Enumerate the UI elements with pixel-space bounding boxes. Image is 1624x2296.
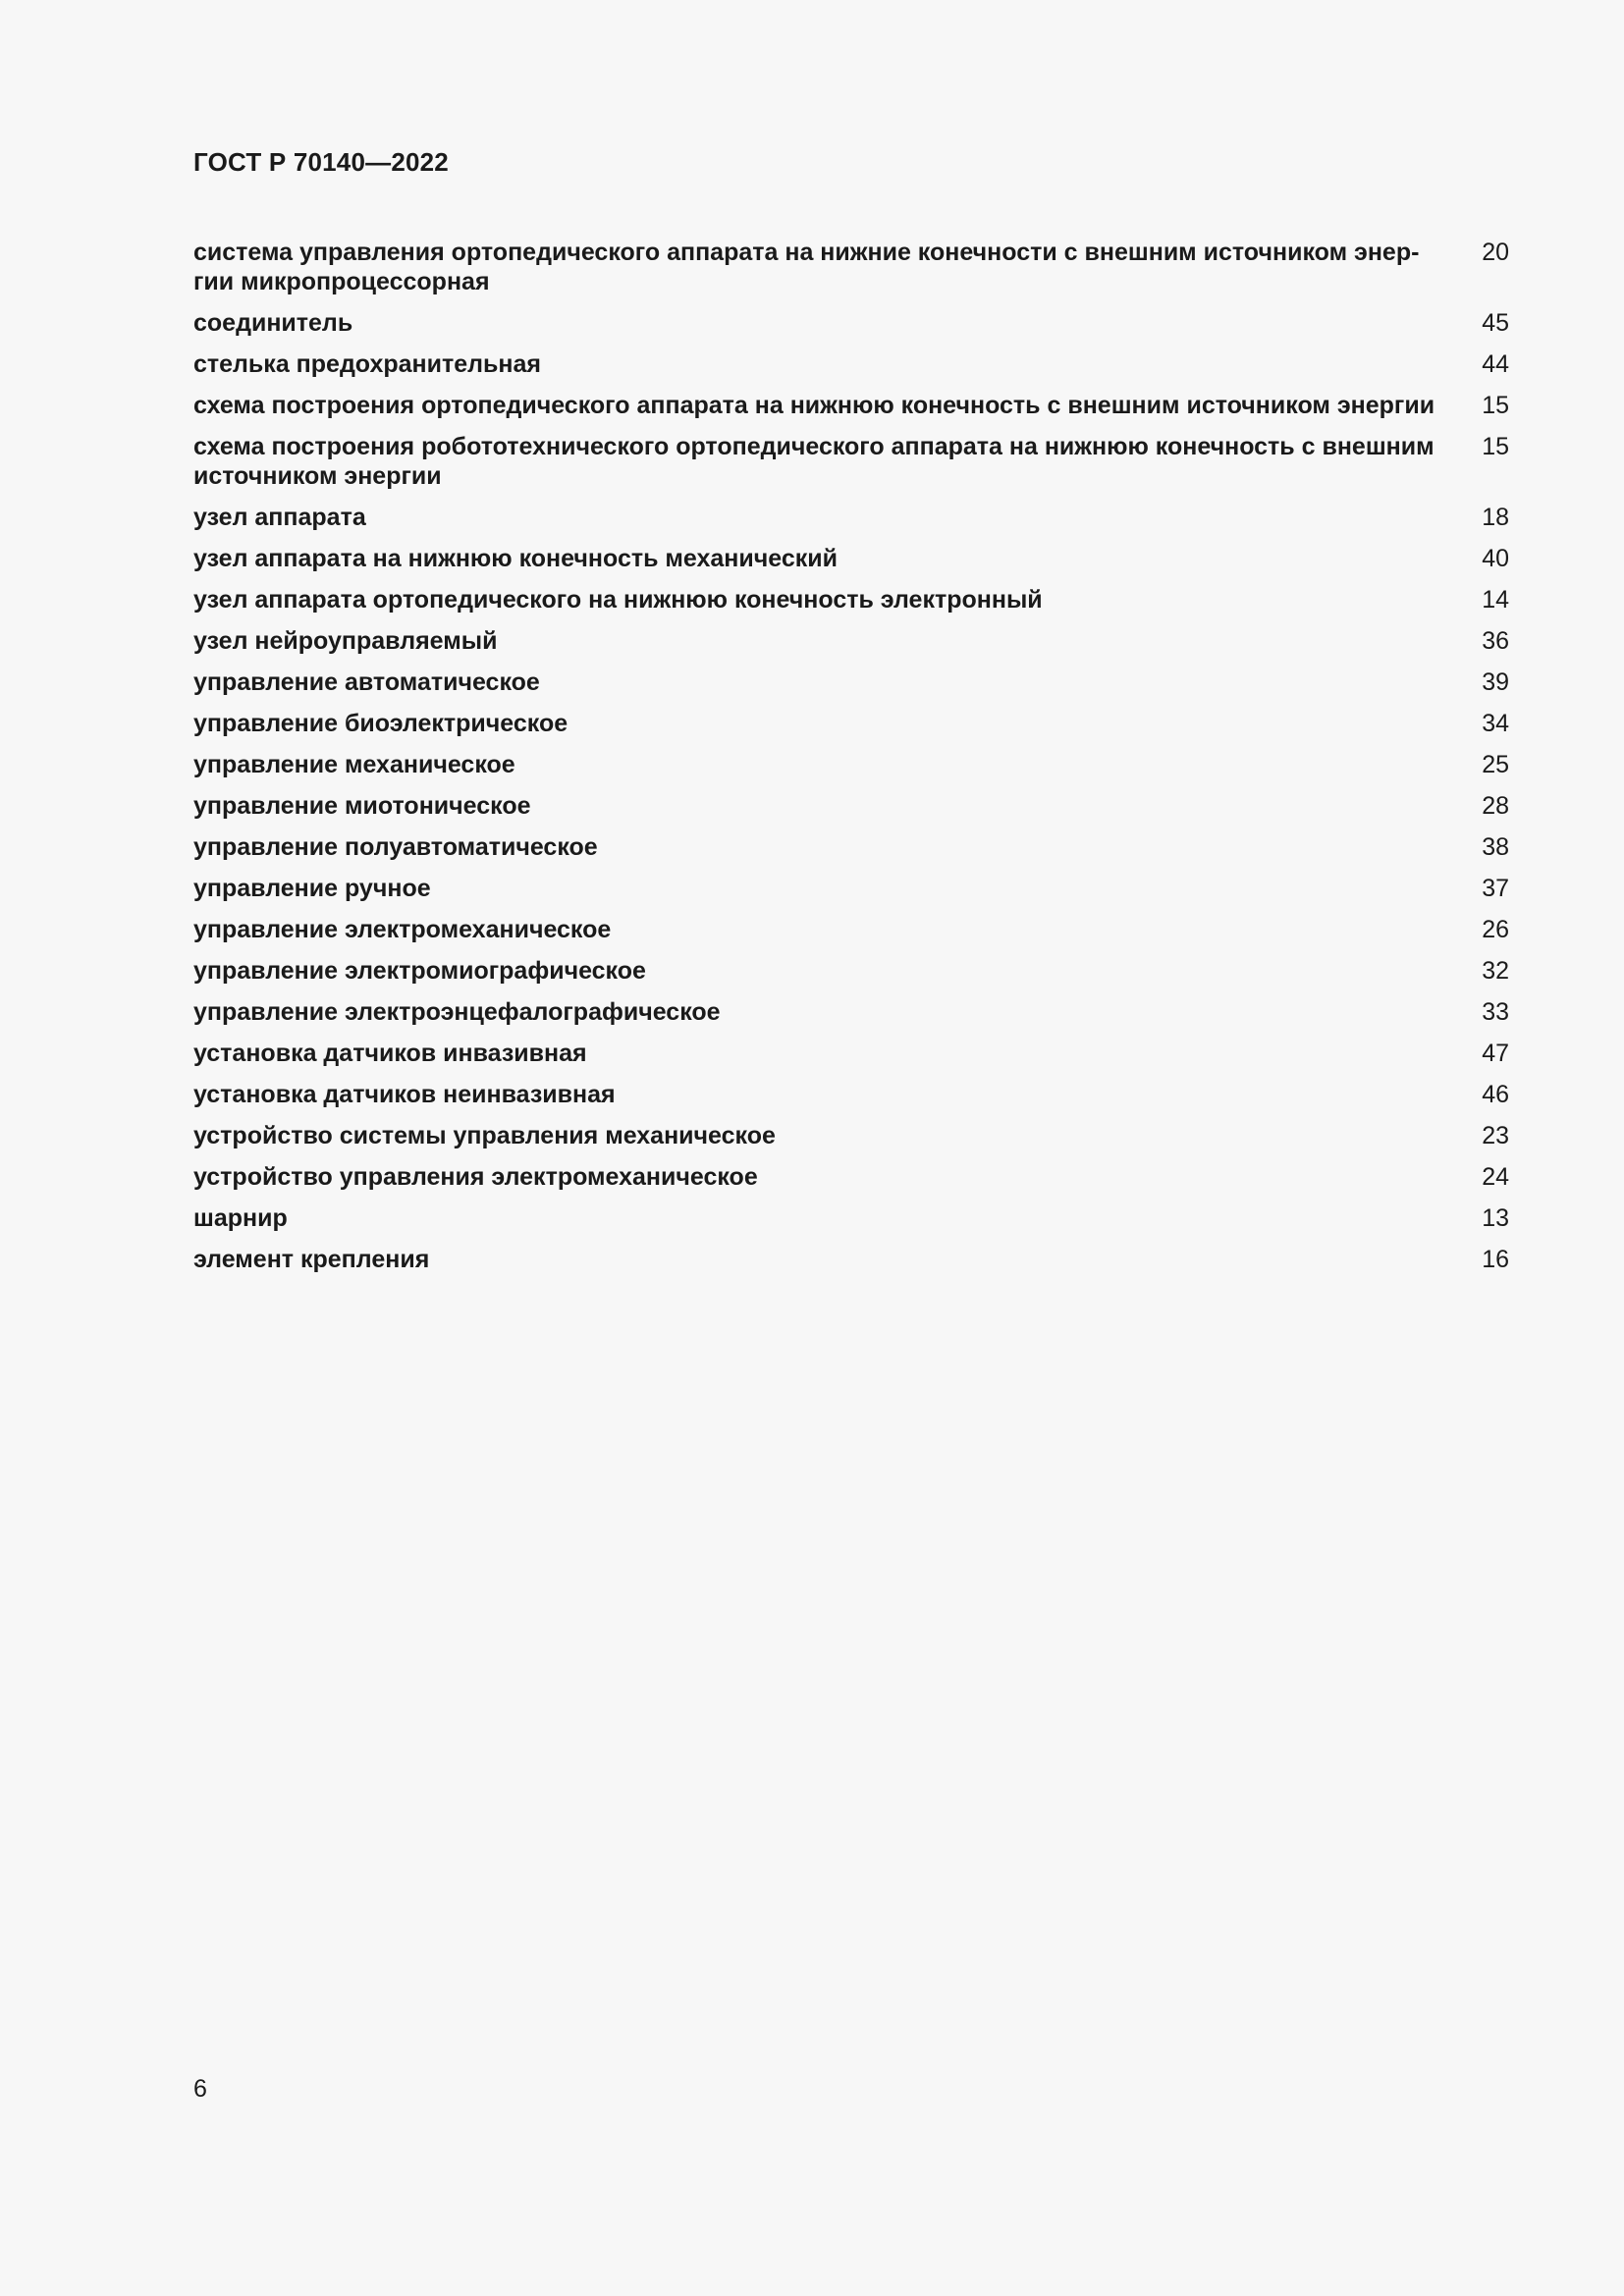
index-term: установка датчиков неинвазивная [193, 1081, 616, 1108]
index-term [193, 238, 1435, 296]
index-term-number: 23 [1482, 1122, 1509, 1149]
index-entry [193, 874, 1509, 903]
index-entry [193, 832, 1509, 862]
index-term-line-1: система управления ортопедического аппарата на нижние конечности с внешним источником энер- [193, 239, 1420, 266]
index-term-number: 26 [1482, 916, 1509, 943]
index-entry [193, 544, 1509, 573]
index-term-number: 40 [1482, 545, 1509, 572]
index-term: установка датчиков инвазивная [193, 1040, 587, 1067]
index-term-number: 45 [1482, 309, 1509, 337]
index-term-number: 25 [1482, 751, 1509, 778]
index-entry [193, 750, 1509, 779]
index-term: узел аппарата [193, 504, 366, 531]
index-entry [193, 791, 1509, 821]
index-term-number: 16 [1482, 1246, 1509, 1273]
index-term-number: 28 [1482, 792, 1509, 820]
index-term-number: 47 [1482, 1040, 1509, 1067]
index-term: управление автоматическое [193, 668, 540, 696]
index-term: управление ручное [193, 875, 431, 902]
index-term: управление механическое [193, 751, 515, 778]
index-term-number: 37 [1482, 875, 1509, 902]
index-entry [193, 1162, 1509, 1192]
index-entry [193, 432, 1509, 491]
index-term: управление электроэнцефалографическое [193, 998, 721, 1026]
index-term-number: 24 [1482, 1163, 1509, 1191]
index-entry [193, 349, 1509, 379]
index-entry [193, 626, 1509, 656]
index-term: схема построения ортопедического аппарата на нижнюю конечность с внешним источником энергии [193, 392, 1435, 419]
index-term-number: 32 [1482, 957, 1509, 985]
index-entry [193, 915, 1509, 944]
index-entry [193, 667, 1509, 697]
index-term-number: 46 [1482, 1081, 1509, 1108]
index-term: узел аппарата на нижнюю конечность механический [193, 545, 839, 572]
index-term: устройство управления электромеханическое [193, 1163, 758, 1191]
index-term: управление электромеханическое [193, 916, 612, 943]
index-entry [193, 709, 1509, 738]
index-term-number: 20 [1482, 239, 1509, 266]
index-term-number: 44 [1482, 350, 1509, 378]
index-entry [193, 308, 1509, 338]
index-term-number: 36 [1482, 627, 1509, 655]
index-entry [193, 503, 1509, 532]
index-term: управление полуавтоматическое [193, 833, 598, 861]
alphabetical-index-list [193, 238, 1509, 1286]
index-term-line-1: схема построения робототехнического ортопедического аппарата на нижнюю конечность с внешним [193, 433, 1435, 460]
index-entry [193, 585, 1509, 614]
index-term: шарнир [193, 1204, 288, 1232]
index-term-number: 13 [1482, 1204, 1509, 1232]
index-term-number: 34 [1482, 710, 1509, 737]
index-term [193, 432, 1435, 491]
index-term: соединитель [193, 309, 353, 337]
index-term: управление биоэлектрическое [193, 710, 568, 737]
index-entry [193, 1080, 1509, 1109]
index-entry [193, 1039, 1509, 1068]
index-term-number: 39 [1482, 668, 1509, 696]
index-term: управление электромиографическое [193, 957, 646, 985]
index-term-number: 38 [1482, 833, 1509, 861]
index-entry [193, 997, 1509, 1027]
index-term: управление миотоническое [193, 792, 531, 820]
index-entry [193, 238, 1509, 296]
index-term-number: 15 [1482, 433, 1509, 460]
index-entry [193, 1121, 1509, 1150]
index-entry [193, 391, 1509, 420]
index-term-number: 15 [1482, 392, 1509, 419]
index-term: устройство системы управления механическое [193, 1122, 776, 1149]
document-code-header: ГОСТ Р 70140—2022 [193, 147, 449, 177]
index-term: узел аппарата ортопедического на нижнюю конечность электронный [193, 586, 1043, 614]
index-entry [193, 1203, 1509, 1233]
index-term-number: 14 [1482, 586, 1509, 614]
index-term-line-2: гии микропроцессорная [193, 268, 490, 295]
index-term-line-2: источником энергии [193, 462, 442, 490]
index-term: элемент крепления [193, 1246, 430, 1273]
index-term: узел нейроуправляемый [193, 627, 498, 655]
index-term-number: 33 [1482, 998, 1509, 1026]
index-entry [193, 956, 1509, 986]
index-term: стелька предохранительная [193, 350, 541, 378]
index-entry [193, 1245, 1509, 1274]
index-term-number: 18 [1482, 504, 1509, 531]
page-number: 6 [193, 2075, 207, 2103]
